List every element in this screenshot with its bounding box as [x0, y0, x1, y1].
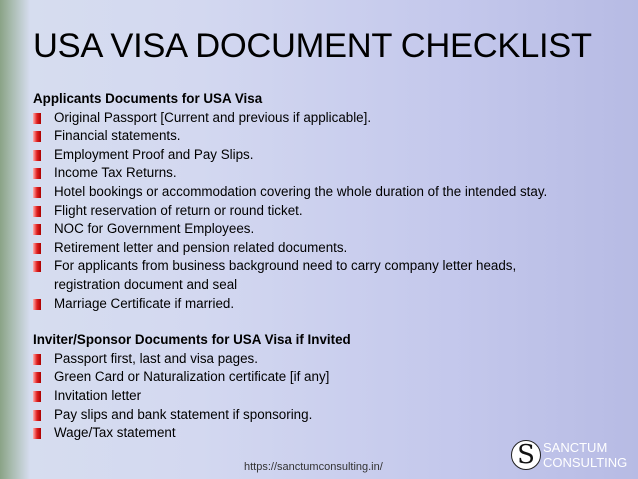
bullet-icon	[33, 131, 41, 142]
list-item: Pay slips and bank statement if sponsoring.	[33, 406, 633, 425]
bullet-icon	[33, 372, 41, 383]
list-item: For applicants from business background need to carry company letter heads,	[33, 257, 633, 276]
logo-text: SANCTUM CONSULTING	[543, 440, 628, 470]
sponsor-list	[33, 350, 633, 443]
sanctum-logo	[511, 440, 627, 470]
section-heading-applicants: Applicants Documents for USA Visa	[33, 91, 263, 106]
bullet-icon	[33, 206, 41, 217]
list-item: Employment Proof and Pay Slips.	[33, 146, 633, 165]
list-item: Wage/Tax statement	[33, 424, 633, 443]
bullet-icon	[33, 168, 41, 179]
section-heading-sponsor: Inviter/Sponsor Documents for USA Visa if Invited	[33, 332, 351, 348]
list-item-continuation: registration document and seal	[54, 276, 238, 292]
slide-title: USA VISA DOCUMENT CHECKLIST	[33, 27, 592, 65]
bullet-icon	[33, 261, 41, 272]
bullet-icon	[33, 224, 41, 235]
list-item: Hotel bookings or accommodation covering the whole duration of the intended stay.	[33, 183, 633, 202]
bullet-icon	[33, 187, 41, 198]
bullet-icon	[33, 150, 41, 161]
list-item: Marriage Certificate if married.	[33, 295, 633, 314]
logo-s-icon: S	[511, 440, 541, 470]
slide-content	[33, 90, 633, 443]
bullet-icon	[33, 410, 41, 421]
list-item: Flight reservation of return or round ticket.	[33, 202, 633, 221]
footer-url: https://sanctumconsulting.in/	[244, 461, 383, 473]
bullet-icon	[33, 391, 41, 402]
list-item: Original Passport [Current and previous if applicable].	[33, 109, 633, 128]
list-item: Passport first, last and visa pages.	[33, 350, 633, 369]
list-item: Invitation letter	[33, 387, 633, 406]
bullet-icon	[33, 428, 41, 439]
list-item: Green Card or Naturalization certificate [if any]	[33, 368, 633, 387]
list-item: Financial statements.	[33, 127, 633, 146]
list-item: Income Tax Returns.	[33, 164, 633, 183]
applicants-list	[33, 109, 633, 314]
list-item: NOC for Government Employees.	[33, 220, 633, 239]
bullet-icon	[33, 299, 41, 310]
bullet-icon	[33, 354, 41, 365]
bullet-icon	[33, 113, 41, 124]
list-item: Retirement letter and pension related documents.	[33, 239, 633, 258]
bullet-icon	[33, 243, 41, 254]
